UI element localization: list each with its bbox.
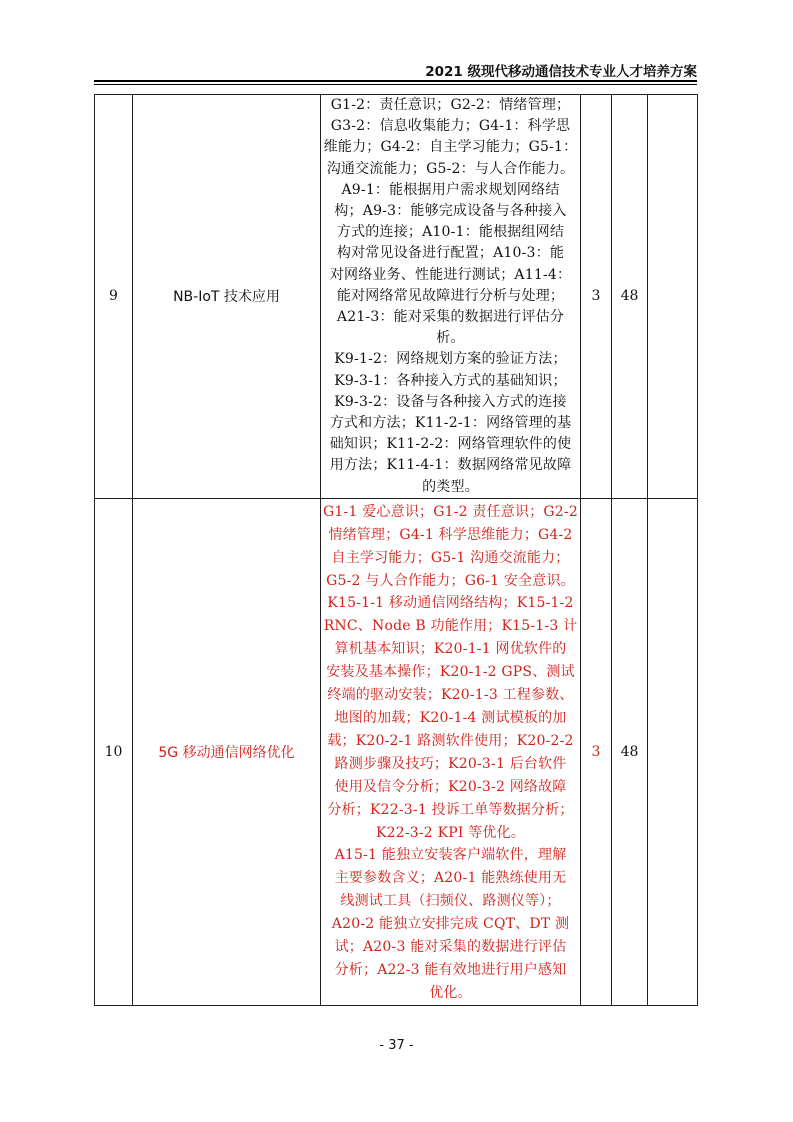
content-line: 使用及信令分析；K20-3-2 网络故障 (334, 778, 567, 795)
content-line: 沟通交流能力；G5-2：与人合作能力。 (326, 160, 575, 177)
content-line: G1-1 爱心意识；G1-2 责任意识；G2-2 (323, 503, 578, 520)
content-line: RNC、Node B 功能作用；K15-1-3 计 (323, 618, 578, 635)
course-credits-cell: 3 (581, 95, 612, 499)
content-line: 分析；A22-3 能有效地进行用户感知 (334, 961, 567, 978)
content-line: K9-3-1：各种接入方式的基础知识； (334, 372, 567, 389)
course-extra-cell (648, 498, 698, 1005)
content-line: A20-2 能独立安排完成 CQT、DT 测 (331, 916, 570, 933)
course-number-cell: 9 (95, 95, 133, 499)
header-rule-thick (94, 80, 697, 82)
content-line: 路测步骤及技巧；K20-3-1 后台软件 (334, 755, 567, 772)
content-line: A9-1：能根据用户需求规划网络结 (341, 181, 560, 198)
course-number-cell: 10 (95, 498, 133, 1005)
content-line: G5-2 与人合作能力；G6-1 安全意识。 (326, 572, 575, 589)
header-rule-thin (94, 84, 697, 85)
content-line: 用方法；K11-4-1：数据网络常见故障 (329, 457, 572, 474)
table-row (95, 95, 698, 499)
course-credits-cell: 3 (581, 498, 612, 1005)
content-line: 试；A20-3 能对采集的数据进行评估 (334, 939, 567, 956)
content-line: G3-2：信息收集能力；G4-1：科学思 (330, 118, 571, 135)
content-line: 主要参数含义；A20-1 能熟练使用无 (334, 870, 567, 887)
content-line: K9-3-2：设备与各种接入方式的连接 (334, 393, 567, 410)
content-line: 地图的加载；K20-1-4 测试模板的加 (334, 710, 567, 727)
content-line: 的类型。 (422, 478, 479, 495)
content-line: 础知识；K11-2-2：网络管理软件的使 (329, 436, 572, 453)
content-line: 维能力；G4-2：自主学习能力；G5-1： (323, 139, 578, 156)
content-line: 优化。 (429, 984, 472, 1001)
page-header-title: 2021 级现代移动通信技术专业人才培养方案 (425, 64, 697, 80)
content-line: 构对常见设备进行配置；A10-3：能 (336, 245, 565, 262)
table-row (95, 498, 698, 1005)
content-line: 终端的驱动安装；K20-1-3 工程参数、 (327, 687, 574, 704)
content-line: 方式的连接；A10-1：能根据组网结 (336, 224, 565, 241)
course-extra-cell (648, 95, 698, 499)
content-line: 析。 (436, 330, 465, 347)
content-line: 能对网络常见故障进行分析与处理； (336, 287, 565, 304)
content-line: 方式和方法；K11-2-1：网络管理的基 (329, 415, 572, 432)
content-line: 自主学习能力；G5-1 沟通交流能力； (331, 549, 570, 566)
page-number: - 37 - (379, 1038, 414, 1053)
course-hours-cell: 48 (612, 95, 648, 499)
content-line: A21-3：能对采集的数据进行评估分 (336, 309, 565, 326)
course-name-cell: NB-IoT 技术应用 (133, 95, 321, 499)
content-line: 线测试工具（扫频仪、路测仪等）； (340, 893, 561, 910)
content-line: 构；A9-3：能够完成设备与各种接入 (334, 203, 567, 220)
content-line: G1-2：责任意识；G2-2：情绪管理； (330, 97, 571, 113)
content-line: K22-3-2 KPI 等优化。 (375, 824, 526, 841)
content-line: A15-1 能独立安装客户端软件，理解 (334, 847, 567, 864)
content-line: 对网络业务、性能进行测试；A11-4： (329, 266, 572, 283)
content-line: K9-1-2：网络规划方案的验证方法； (334, 351, 567, 368)
content-line: 情绪管理；G4-1 科学思维能力；G4-2 (328, 526, 573, 543)
content-line: 分析；K22-3-1 投诉工单等数据分析； (327, 801, 574, 818)
content-line: K15-1-1 移动通信网络结构；K15-1-2 (327, 595, 574, 612)
course-content-cell (321, 498, 581, 1005)
course-content-cell (321, 95, 581, 499)
curriculum-table (94, 94, 698, 1006)
content-line: 安装及基本操作；K20-1-2 GPS、测试 (326, 664, 575, 681)
content-line: 算机基本知识；K20-1-1 网优软件的 (334, 641, 567, 658)
course-name-cell: 5G 移动通信网络优化 (133, 498, 321, 1005)
content-line: 载；K20-2-1 路测软件使用；K20-2-2 (327, 732, 574, 749)
course-hours-cell: 48 (612, 498, 648, 1005)
